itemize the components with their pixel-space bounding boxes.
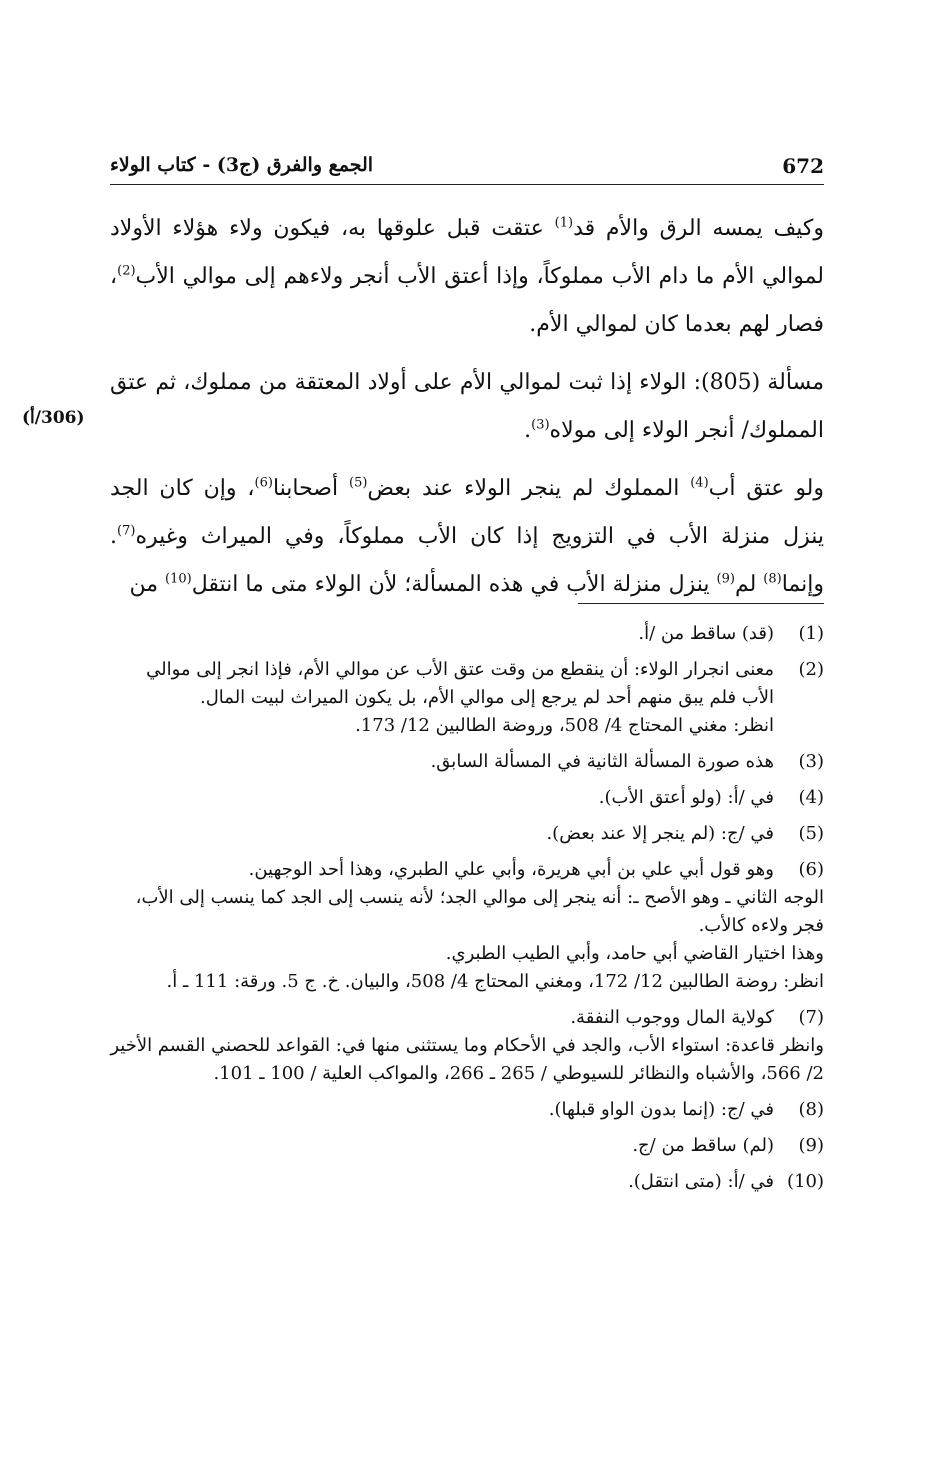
footnote-text: انظر: روضة الطالبين 12/ 172، ومغني المحتاج 4/ 508، والبيان. خ. ج 5. ورقة: 111 ـ أ. [166,971,824,992]
footnote-text: (لم) ساقط من /ج. [632,1135,774,1156]
text-run: . [524,418,532,443]
footnote-text: الوجه الثاني ـ وهو الأصح ـ: أنه ينجر إلى موالي الجد؛ لأنه ينسب إلى الجد كما ينسب إلى الأب، فجر ولاءه كالأب. [135,887,824,936]
footnote-number: (10) [787,1171,824,1192]
paragraph-2 [110,359,824,455]
footnote-text: وهو قول أبي علي بن أبي هريرة، وأبي علي الطبري، وهذا أحد الوجهين. [248,859,774,880]
footnote-text: هذه صورة المسألة الثانية في المسألة السابق. [430,751,774,772]
footnote-ref[interactable]: (8) [763,571,782,587]
footnote-separator [578,603,824,604]
footnote-ref[interactable]: (1) [554,215,574,231]
footnote-1 [110,620,824,648]
text-run: وكيف يمسه الرق والأم قد [573,216,824,241]
text-run: من [129,572,165,597]
footnote-2 [110,656,824,740]
footnote-number: (7) [798,1007,824,1028]
footnote-text: في /أ: (متى انتقل). [628,1171,774,1192]
footnote-number: (4) [798,787,824,808]
manuscript-folio-note: (306/أ) [22,408,85,428]
page-header [110,150,824,184]
footnote-6 [110,856,824,996]
text-run: ولو عتق أب [708,476,825,501]
footnote-text: في /ج: (إنما بدون الواو قبلها). [548,1099,774,1120]
footnote-ref[interactable]: (10) [164,571,192,587]
text-run: ، فصار لهم بعدما كان لموالي الأم. [110,264,824,337]
footnote-ref[interactable]: (2) [117,263,136,279]
text-run: ، وإن كان الجد ينزل منزلة الأب في التزويج إذا كان الأب مملوكاً، وفي الميراث وغيره [110,476,824,549]
footnote-4 [110,784,824,812]
footnote-ref[interactable]: (6) [254,475,273,491]
footnote-text: (قد) ساقط من /أ. [638,623,774,644]
footnote-8 [110,1096,824,1124]
text-run: مسألة (805): الولاء إذا ثبت لموالي الأم على أولاد المعتقة من مملوك، ثم عتق المملوك/ أنجر الولاء إلى مولاه [110,370,825,443]
paragraph-1 [110,205,824,349]
footnote-number: (3) [798,751,824,772]
footnote-7 [110,1004,824,1088]
footnote-5 [110,820,824,848]
text-run: المملوك لم ينجر الولاء عند بعض [367,476,691,501]
footnote-text: وهذا اختيار القاضي أبي حامد، وأبي الطيب الطبري. [445,943,824,964]
text-run: عتقت قبل علوقها به، فيكون ولاء هؤلاء الأولاد لموالي الأم ما دام الأب مملوكاً، وإذا أعتق الأب أنجر ولاءهم إلى موالي الأب [110,216,824,289]
text-run: لم [734,572,764,597]
footnote-number: (1) [798,623,824,644]
page-number: 672 [782,154,824,178]
footnote-10 [110,1168,824,1196]
text-run: . وإنما [110,524,824,597]
footnote-text: وانظر قاعدة: استواء الأب، والجد في الأحكام وما يستثنى منها في: القواعد للحصني القسم الأخير 2/ 566، والأشباه والنظائر للسيوطي / 265 ـ 266، والمواكب العلية / 100 ـ 101. [110,1035,824,1084]
footnote-number: (2) [798,659,824,680]
footnote-number: (8) [798,1099,824,1120]
footnote-ref[interactable]: (4) [690,475,709,491]
footnote-ref[interactable]: (7) [117,523,136,539]
main-text [110,205,824,609]
footnote-number: (5) [798,823,824,844]
footnote-number: (9) [798,1135,824,1156]
running-title: الجمع والفرق (ج3) - كتاب الولاء [110,154,374,176]
footnote-text: انظر: مغني المحتاج 4/ 508، وروضة الطالبين 12/ 173. [355,715,774,736]
footnote-ref[interactable]: (9) [716,571,735,587]
text-run: ينزل منزلة الأب في هذه المسألة؛ لأن الولاء متى ما انتقل [191,572,717,597]
footnote-9 [110,1132,824,1160]
footnote-text: معنى انجرار الولاء: أن ينقطع من وقت عتق الأب عن موالي الأم، فإذا انجر إلى موالي الأب فلم يبق منهم أحد لم يرجع إلى موالي الأم، بل يكون الميراث لبيت المال. [146,659,774,708]
footnotes [110,620,824,1196]
text-run: أصحابنا [272,476,349,501]
paragraph-3 [110,465,824,609]
footnote-number: (6) [798,859,824,880]
footnote-3 [110,748,824,776]
footnote-text: كولاية المال ووجوب النفقة. [570,1007,774,1028]
footnote-text: في /أ: (ولو أعتق الأب). [598,787,774,808]
footnote-ref[interactable]: (5) [348,475,368,491]
footnote-text: في /ج: (لم ينجر إلا عند بعض). [546,823,774,844]
footnote-ref[interactable]: (3) [531,417,550,433]
header-rule [110,184,824,185]
